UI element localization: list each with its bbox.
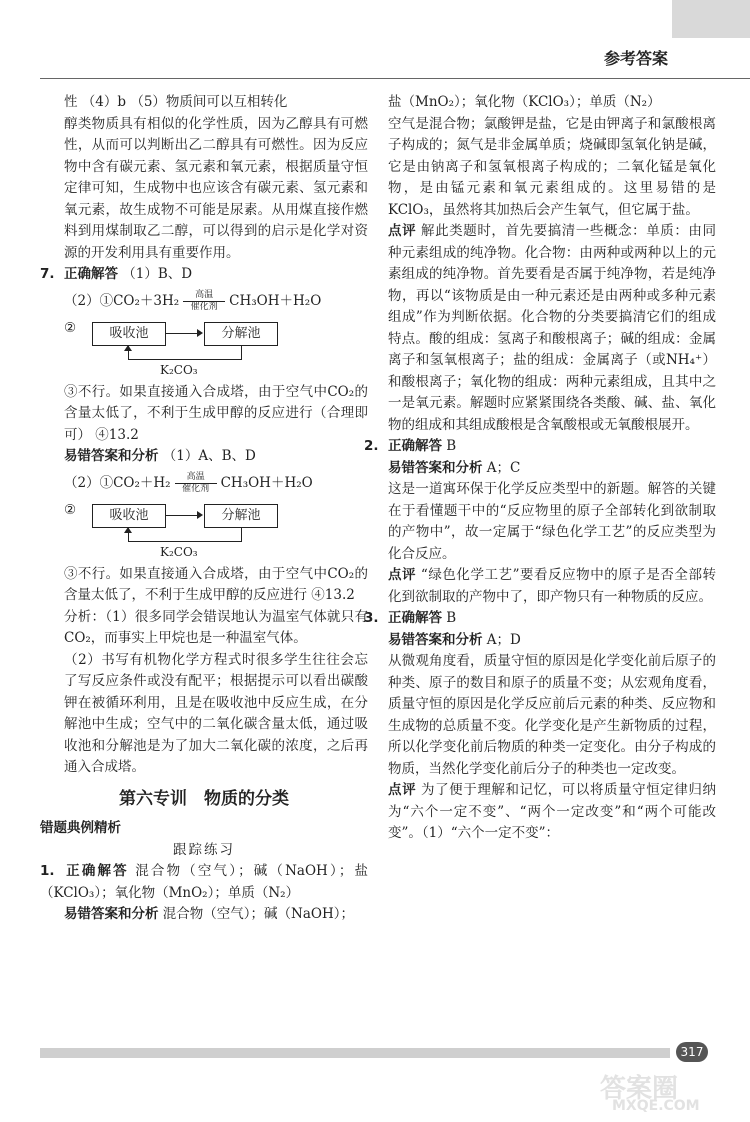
reaction-condition [175,472,217,495]
wrong-answer-text: A；D [486,631,521,648]
wrong-answer-text: 混合物（空气）；碱（NaOH）； [162,906,354,922]
question-2 [364,436,716,458]
paragraph: 分析：（1）很多同学会错误地认为温室气体就只有CO₂，而事实上甲烷也是一种温室气体。 [64,608,368,646]
left-column [40,92,368,926]
paragraph: （2）书写有机物化学方程式时很多学生往往会忘了写反应条件或没有配平；根据提示可以看出碳酸钾在被循环利用，且是在吸收池中反应生成，在分解池中生成；空气中的二氧化碳含量太低，通过吸收池和分解池是为了加大二氧化碳的浓度，之后再通入合成塔。 [64,651,368,775]
question-3 [364,608,716,630]
comment-text: “绿色化学工艺”要看反应物中的原子是否全部转化到欲制取的产物中了，即产物只有一种物质的反应。 [388,567,717,605]
answer-label: 正确解答 [64,863,129,879]
paragraph: 醇类物质具有相似的化学性质，因为乙醇具有可燃性，从而可以判断出乙二醇具有可燃性。因为反应物中含有碳元素、氢元素和氧元素，根据质量守恒定律可知，生成物中也应该含有碳元素、氢元素和氧元素，故生成物不可能是尿素。从用煤直接作燃料到用煤制取乙二醇，可以得到的启示是化学对资源的开发利用具有重要作用。 [64,115,368,261]
arrow-right [165,515,201,516]
paragraph: 空气是混合物；氯酸钾是盐，它是由钾离子和氯酸根离子构成的；氮气是非金属单质；烧碱即氢氧化钠是碱，它是由钠离子和氢氧根离子构成的；二氧化锰是氧化物，是由锰元素和氧元素组成的。这里易错的是KClO₃，虽然将其加热后会产生氧气，但它属于盐。 [388,115,716,218]
circle-number: ② [64,319,77,336]
process-diagram [64,318,368,382]
absorption-tank-box: 吸收池 [92,504,166,528]
condition-bottom: 催化剂 [190,302,218,312]
paragraph: 从微观角度看，质量守恒的原因是化学变化前后原子的种类、原子的数目和原子的质量不变；从宏观角度看，质量守恒的原因是化学反应前后元素的种类、反应物和生成物的总质量不变。化学变化是产生新物质的过程，所以化学变化前后物质的种类一定变化。由分子构成的物质，当然化学变化前后分子的种类也一定改变。 [388,653,716,777]
return-loop-line [128,527,242,542]
answer-text: 混合物（空气）；碱（NaOH）；盐（KClO₃）；氧化物（MnO₂）；单质（N₂） [40,863,369,901]
equation-products: CH₃OH＋H₂O [229,292,322,309]
question-1 [40,861,368,904]
answer-label: 正确解答 [388,610,442,626]
comment-label: 点评 [388,223,417,239]
loop-label: K₂CO₃ [160,362,198,377]
equation-products: CH₃OH＋H₂O [220,474,313,491]
comment-text: 为了便于理解和记忆，可以将质量守恒定律归纳为“六个一定不变”、“两个一定改变”和“两个可能改变”。（1）“六个一定不变”： [388,782,717,841]
question-number: 2. [364,438,379,454]
decomposition-tank-box: 分解池 [204,322,278,346]
page-number: 317 [676,1042,708,1062]
condition-top: 高温 [195,290,214,300]
wrong-answer-label: 易错答案和分析 [64,906,159,922]
comment-text: 解此类题时，首先要搞清一些概念：单质：由同种元素组成的纯净物。化合物：由两种或两种以上的元素组成的纯净物。首先要看是否属于纯净物，若是纯净物，再以“该物质是由一种元素还是由两种或多种元素组成”作为判断依据。化合物的分类要搞清它们的组成特点。酸的组成：氢离子和酸根离子；碱的组成：金属离子和氢氧根离子；盐的组成：金属离子（或NH₄⁺）和酸根离子；氧化物的组成：两种元素组成，且其中之一是氧元素。解题时应紧紧围绕各类酸、碱、盐、氧化物的组成和其组成酸根是含氧酸根或无氧酸根展开。 [388,223,717,433]
circle-number: ② [64,501,77,518]
question-number: 3. [364,610,379,626]
answer-text: B [446,438,457,454]
header-corner-block [672,0,750,38]
wrong-answer-text: A；C [486,459,521,476]
exercise-heading: 跟踪练习 [173,841,235,858]
wrong-answer-text: （1）A、B、D [162,448,256,464]
watermark-logo: 答案圈 [600,1074,679,1104]
loop-label: K₂CO₃ [160,544,198,559]
chemical-equation [40,468,368,500]
comment-label: 点评 [388,782,417,798]
wrong-answer-label: 易错答案和分析 [388,459,483,476]
arrow-up [124,345,132,351]
wrong-answer-line [40,904,368,926]
absorption-tank-box: 吸收池 [92,322,166,346]
chemical-equation [40,286,368,318]
process-diagram [64,500,368,564]
paragraph: 这是一道寓环保于化学反应类型中的新题。解答的关键在于看懂题干中的“反应物里的原子全部转化到欲制取的产物中”，故一定属于“绿色化学工艺”的反应类型为化合反应。 [388,481,716,562]
wrong-answer-label: 易错答案和分析 [388,631,483,648]
paragraph: ③不行。如果直接通入合成塔，由于空气中CO₂的含量太低了，不利于生成甲醇的反应进行（合理即可） ④13.2 [64,383,368,443]
comment-label: 点评 [388,567,417,583]
wrong-answer-label: 易错答案和分析 [64,448,159,464]
wrong-answer-line [40,446,368,468]
condition-top: 高温 [186,472,205,482]
comment-paragraph [388,565,716,608]
reaction-condition [183,290,225,313]
paragraph: 性 （4）b （5）物质间可以互相转化 [64,94,288,110]
header-divider [40,78,750,79]
wrong-answer-line [388,630,716,652]
question-7 [40,264,368,286]
answer-label: 正确解答 [388,438,442,454]
equation-reactants: （2）①CO₂＋3H₂ [64,292,180,309]
question-number: 7. [40,266,55,282]
section-title: 第六专训 物质的分类 [119,788,289,809]
paragraph: ③不行。如果直接通入合成塔，由于空气中CO₂的含量太低了，不利于生成甲醇的反应进行 ④13.2 [64,565,368,603]
subsection-title: 错题典例精析 [40,820,121,836]
paragraph: 盐（MnO₂）；氧化物（KClO₃）；单质（N₂） [388,94,661,110]
answer-text: B [446,610,457,626]
arrow-up [124,527,132,533]
wrong-answer-line [388,458,716,480]
answer-label: 正确解答 [64,266,118,282]
arrow-right [165,333,201,334]
equation-reactants: （2）①CO₂＋H₂ [64,474,171,491]
comment-paragraph [388,221,716,436]
footer-band [40,1048,670,1058]
watermark-url: MXQE.COM [612,1098,700,1114]
answer-text: （1）B、D [122,266,193,282]
condition-bottom: 催化剂 [182,484,210,494]
question-number: 1. [40,863,55,879]
comment-paragraph [388,780,716,845]
return-loop-line [128,345,242,360]
decomposition-tank-box: 分解池 [204,504,278,528]
page-header-title: 参考答案 [604,49,669,68]
right-column [364,92,717,845]
